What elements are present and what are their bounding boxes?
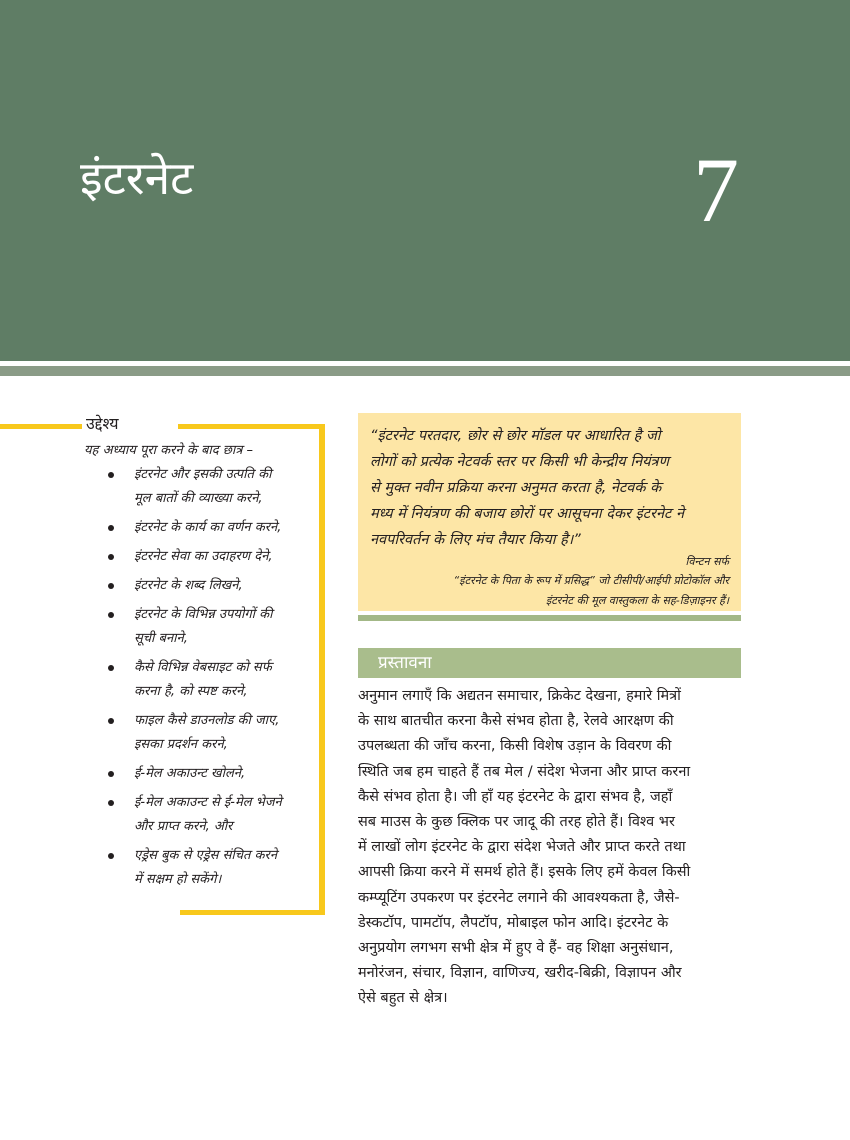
list-item [108, 603, 313, 651]
paragraph-line: कम्प्यूटिंग उपकरण पर इंटरनेट लगाने की आवश्यकता है, जैसे- [358, 889, 680, 906]
bullet-icon [108, 800, 114, 806]
list-item-line: मूल बातों की व्याख्या करने, [134, 491, 263, 506]
list-item-line: इंटरनेट और इसकी उत्पति की [134, 467, 272, 482]
bullet-icon [108, 612, 114, 618]
list-item-line: कैसे विभिन्न वेबसाइट को सर्फ [134, 660, 272, 675]
paragraph-line: ऐसे बहुत से क्षेत्र। [358, 990, 448, 1007]
bullet-icon [108, 665, 114, 671]
objectives-title: उद्देश्य [86, 414, 119, 433]
bullet-icon [108, 472, 114, 478]
list-item [108, 574, 313, 598]
banner-stripe [0, 366, 850, 376]
section-heading-label: प्रस्तावना [378, 653, 432, 673]
paragraph-line: अनुप्रयोग लगभग सभी क्षेत्र में हुए वे हैं- वह शिक्षा अनुसंधान, [358, 940, 674, 957]
bullet-icon [108, 525, 114, 531]
quote-author-description [453, 571, 729, 611]
bullet-icon [108, 718, 114, 724]
paragraph-line: के साथ बातचीत करना कैसे संभव होता है, रेलवे आरक्षण की [358, 713, 674, 730]
list-item-line: एड्रेस बुक से एड्रेस संचित करने [134, 848, 278, 863]
paragraph-line: उपलब्धता की जाँच करना, किसी विशेष उड़ान के विवरण की [358, 738, 672, 755]
paragraph-line: आपसी क्रिया करने में समर्थ होते हैं। इसके लिए हमें केवल किसी [358, 864, 691, 881]
introduction-paragraph [358, 684, 742, 1012]
paragraph-line: अनुमान लगाएँ कि अद्यतन समाचार, क्रिकेट देखना, हमारे मित्रों [358, 688, 681, 704]
list-item-line: और प्राप्त करने, और [134, 819, 233, 834]
bullet-icon [108, 583, 114, 589]
quote-line: नवपरिवर्तन के लिए मंच तैयार किया है।” [370, 532, 581, 548]
section-heading [358, 648, 741, 678]
quote-text [370, 423, 732, 553]
quote-description-line: “इंटरनेट के पिता के रूप में प्रसिद्ध” जो टीसीपी/आईपी प्रोटोकॉल और [453, 574, 729, 587]
list-item [108, 762, 313, 786]
objectives-frame-top-left [0, 424, 82, 429]
bullet-icon [108, 554, 114, 560]
paragraph-line: स्थिति जब हम चाहते हैं तब मेल / संदेश भेजना और प्राप्त करना [358, 763, 691, 780]
list-item-line: सूची बनाने, [134, 631, 188, 646]
quote-line: “इंटरनेट परतदार, छोर से छोर मॉडल पर आधारित है जो [370, 428, 661, 444]
paragraph-line: सब माउस के कुछ क्लिक पर जादू की तरह होते हैं। विश्व भर [358, 814, 675, 831]
list-item-line: इंटरनेट सेवा का उदाहरण देने, [134, 549, 273, 564]
objectives-list [108, 463, 313, 897]
list-item [108, 791, 313, 839]
list-item-line: इंटरनेट के शब्द लिखने, [134, 578, 243, 593]
quote-line: लोगों को प्रत्येक नेटवर्क स्तर पर किसी भी केन्द्रीय नियंत्रण [370, 454, 670, 470]
objectives-frame-right [319, 424, 325, 915]
list-item [108, 545, 313, 569]
list-item [108, 709, 313, 757]
bullet-icon [108, 853, 114, 859]
objectives-frame-bottom [180, 910, 325, 915]
chapter-banner [0, 0, 850, 361]
paragraph-line: डेस्कटॉप, पामटॉप, लैपटॉप, मोबाइल फोन आदि। इंटरनेट के [358, 914, 669, 931]
list-item [108, 463, 313, 511]
list-item-line: इंटरनेट के विभिन्न उपयोगों की [134, 607, 273, 622]
list-item [108, 844, 313, 892]
quote-line: मध्य में नियंत्रण की बजाय छोरों पर आसूचना देकर इंटरनेट ने [370, 506, 685, 522]
paragraph-line: में लाखों लोग इंटरनेट के द्वारा संदेश भेजते और प्राप्त करते तथा [358, 839, 686, 856]
quote-line: से मुक्त नवीन प्रक्रिया करना अनुमत करता है, नेटवर्क के [370, 480, 662, 496]
list-item-line: ई-मेल अकाउन्ट से ई-मेल भेजने [134, 795, 282, 810]
quote-box [358, 413, 741, 611]
list-item-line: ई-मेल अकाउन्ट खोलने, [134, 766, 246, 781]
chapter-number: 7 [693, 139, 739, 241]
list-item [108, 656, 313, 704]
quote-author: विन्टन सर्फ [685, 555, 729, 568]
paragraph-line: मनोरंजन, संचार, विज्ञान, वाणिज्य, खरीद-बिक्री, विज्ञापन और [358, 965, 682, 982]
list-item [108, 516, 313, 540]
objectives-intro: यह अध्याय पूरा करने के बाद छात्र – [84, 443, 254, 458]
list-item-line: फाइल कैसे डाउनलोड की जाए, [134, 713, 280, 728]
chapter-title: इंटरनेट [80, 151, 194, 205]
list-item-line: इंटरनेट के कार्य का वर्णन करने, [134, 520, 282, 535]
list-item-line: इसका प्रदर्शन करने, [134, 737, 228, 752]
list-item-line: में सक्षम हो सकेंगे। [134, 872, 222, 887]
paragraph-line: कैसे संभव होता है। जी हाँ यह इंटरनेट के द्वारा संभव है, जहाँ [358, 788, 673, 805]
quote-divider [358, 615, 741, 621]
bullet-icon [108, 771, 114, 777]
list-item-line: करना है, को स्पष्ट करने, [134, 684, 248, 699]
objectives-frame-top-right [178, 424, 325, 429]
quote-description-line: इंटरनेट की मूल वास्तुकला के सह-डिज़ाइनर हैं। [545, 594, 729, 607]
